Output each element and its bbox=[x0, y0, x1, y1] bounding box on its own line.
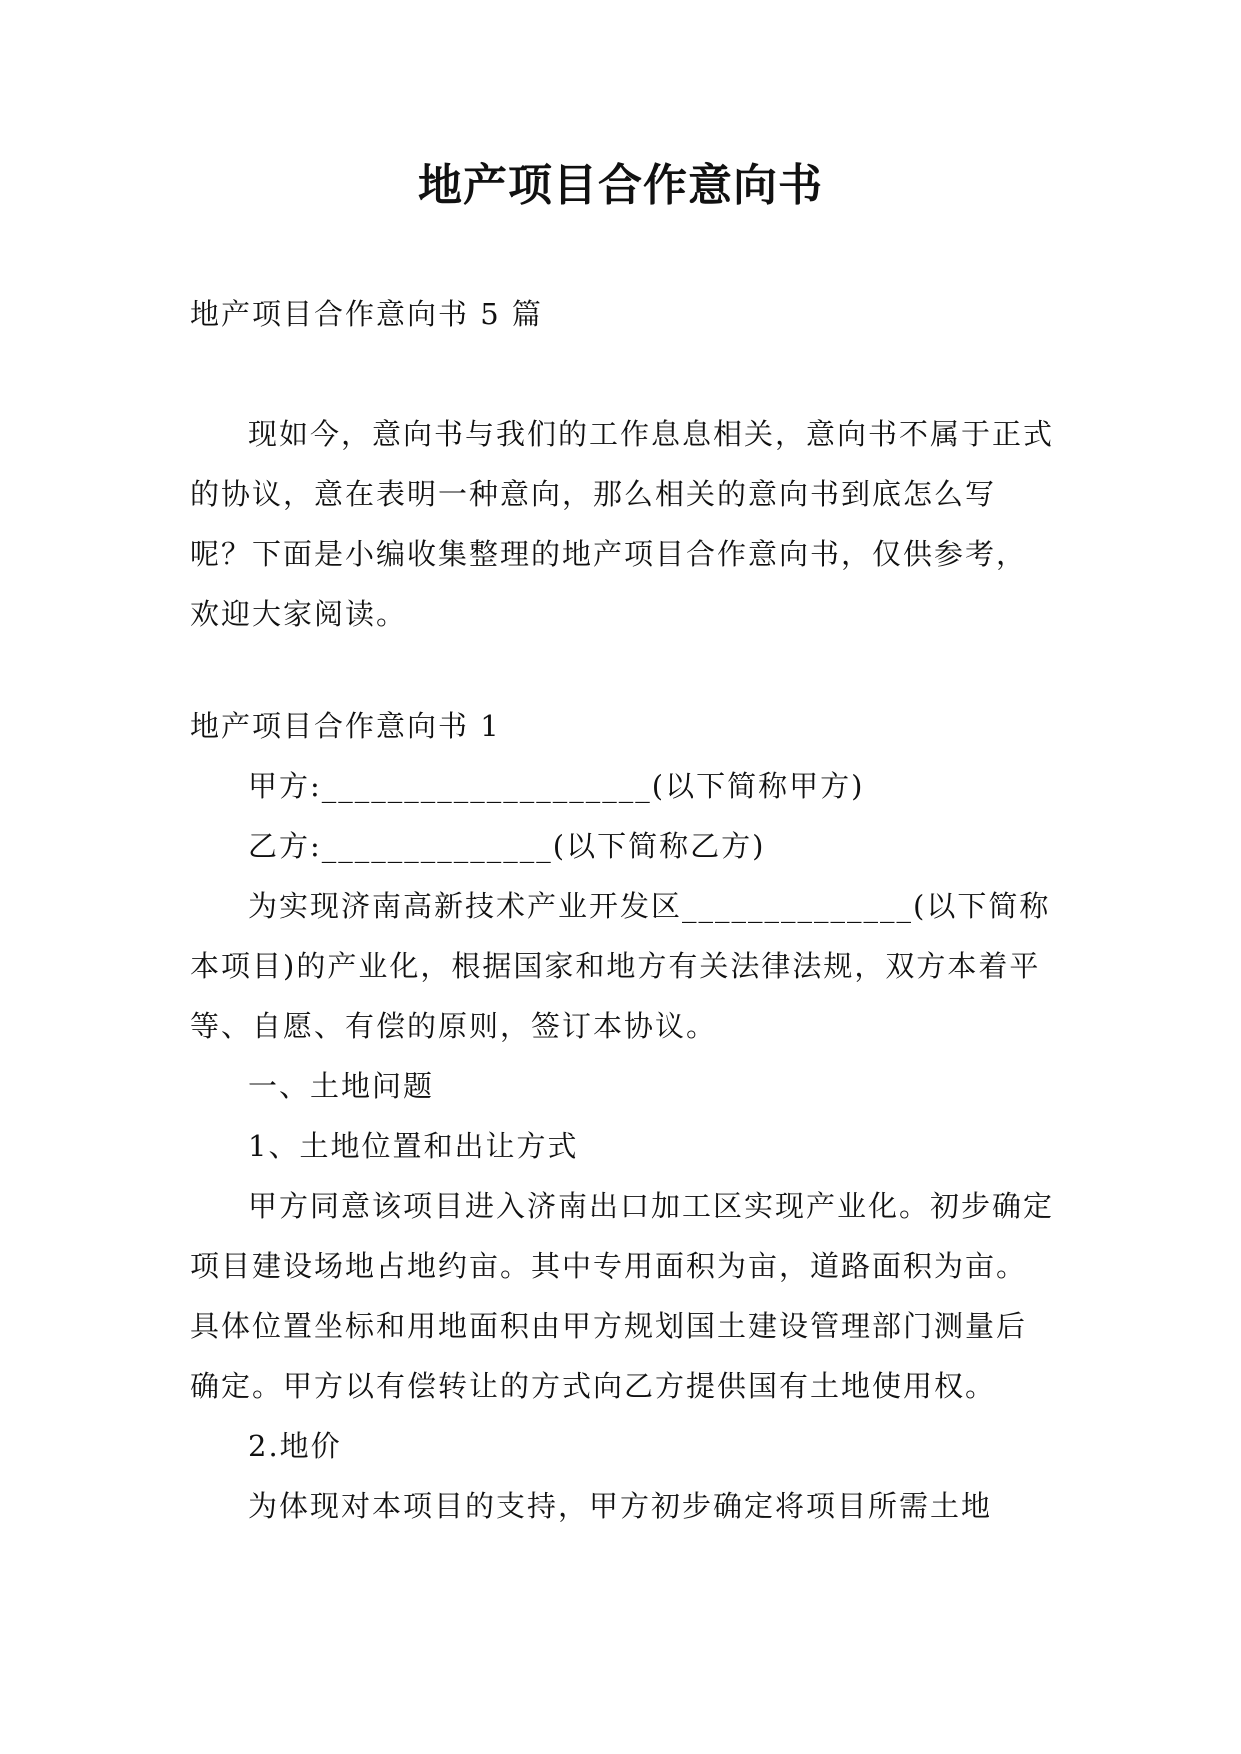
document-body bbox=[190, 696, 1055, 1536]
intro-paragraph: 现如今，意向书与我们的工作息息相关，意向书不属于正式的协议，意在表明一种意向，那么相关的意向书到底怎么写呢？下面是小编收集整理的地产项目合作意向书，仅供参考，欢迎大家阅读。 bbox=[190, 417, 1055, 631]
party-b-line: 乙方:______________(以下简称乙方) bbox=[248, 829, 766, 863]
document-title: 地产项目合作意向书 bbox=[418, 160, 823, 211]
document-subtitle: 地产项目合作意向书 5 篇 bbox=[190, 297, 543, 331]
heading-land-issue: 一、土地问题 bbox=[248, 1069, 435, 1103]
heading-land-price: 2.地价 bbox=[248, 1429, 342, 1463]
heading-land-location: 1、土地位置和出让方式 bbox=[248, 1129, 579, 1163]
land-price-paragraph: 为体现对本项目的支持，甲方初步确定将项目所需土地 bbox=[248, 1489, 993, 1523]
land-location-paragraph: 甲方同意该项目进入济南出口加工区实现产业化。初步确定项目建设场地占地约亩。其中专用面积为亩，道路面积为亩。具体位置坐标和用地面积由甲方规划国土建设管理部门测量后确定。甲方以有偿转让的方式向乙方提供国有土地使用权。 bbox=[190, 1189, 1055, 1403]
purpose-paragraph: 为实现济南高新技术产业开发区______________(以下简称本项目)的产业化，根据国家和地方有关法律法规，双方本着平等、自愿、有偿的原则，签订本协议。 bbox=[190, 889, 1051, 1043]
party-a-line: 甲方:____________________(以下简称甲方) bbox=[248, 769, 865, 803]
section-title: 地产项目合作意向书 1 bbox=[190, 709, 501, 743]
